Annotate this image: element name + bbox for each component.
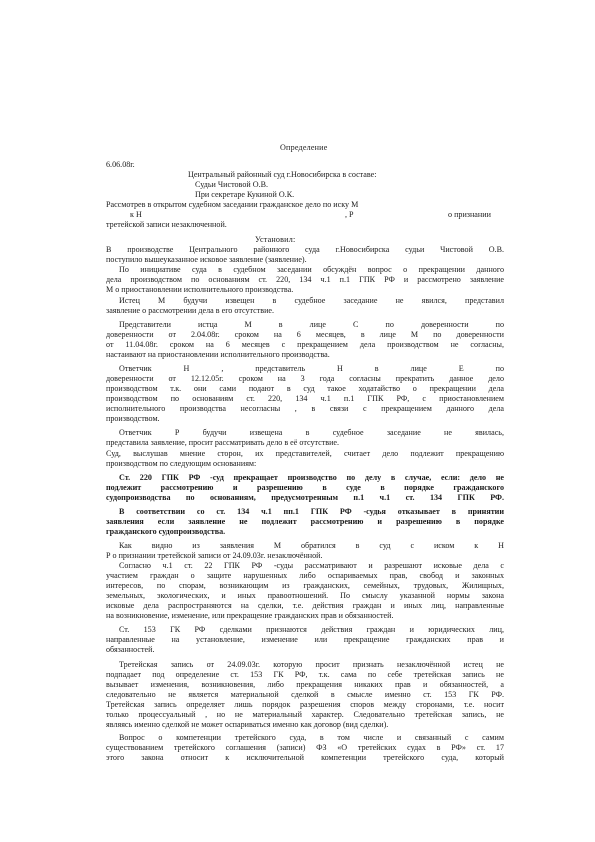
body-line: Ст. 220 ГПК РФ -суд прекращает производство по делу в случае, если: дело не <box>119 473 504 482</box>
court-line: Центральный районный суд г.Новосибирска в составе: <box>188 170 377 179</box>
body-line: заявление о рассмотрении дела в его отсутствие. <box>106 306 275 315</box>
body-line: Согласно ч.1 ст. 22 ГПК РФ -суды рассматривают и разрешают исковые дела с <box>119 561 504 570</box>
body-line: направленные на установление, изменение или прекращение гражданских прав и <box>106 635 504 644</box>
body-line: подлежит рассмотрению и разрешению в суде в порядке гражданского <box>106 483 504 492</box>
body-line: доверенности от 2.04.08г. сроком на 6 месяцев, в лице М по доверенности <box>106 330 504 339</box>
case-line-2a: к Н <box>130 210 142 219</box>
case-line-2c: о признании <box>448 210 491 219</box>
body-line: Ответчик Н , представитель Н в лице Е по <box>119 364 504 373</box>
body-line: от 11.04.08г. сроком на 6 месяцев с прекращением дела производством не согласны, <box>106 340 504 349</box>
body-line: производством. <box>106 414 160 423</box>
body-line: участием граждан о защите нарушенных либо оспариваемых прав, свобод и законных <box>106 571 504 580</box>
body-line: обязанностей. <box>106 645 155 654</box>
body-line: заявления если заявление не подлежит рассмотрению и разрешению в порядке <box>106 517 504 526</box>
body-line: Ответчик Р будучи извещена в судебное заседание не явилась, <box>119 428 504 437</box>
case-line-2b: , Р <box>345 210 354 219</box>
body-line: исполнительного производства несогласны , в связи с прекращением данного дела <box>106 404 504 413</box>
body-line: существованием третейского соглашения (записи) ФЗ «О третейских судах в РФ» ст. 17 <box>106 743 504 752</box>
body-line: М о приостановлении исполнительного производства. <box>106 285 294 294</box>
body-line: Истец М будучи извещен в судебное заседание не явился, представил <box>119 296 504 305</box>
case-line-3: третейской записи незаключенной. <box>106 220 227 229</box>
body-line: представила заявление, просит рассматривать дело в её отсутствие. <box>106 438 340 447</box>
case-line-1: Рассмотрев в открытом судебном заседании гражданское дело по иску М <box>106 200 359 209</box>
body-line: на возникновение, изменение, или прекращение гражданских прав и обязанностей. <box>106 611 394 620</box>
body-line: интересов, по спорам, возникающим из гражданских, семейных, трудовых, Жилищных, <box>106 581 504 590</box>
body-line: этого закона относит к исключительной компетенции третейского суда, который <box>106 753 504 762</box>
body-line: Суд, выслушав мнение сторон, их представителей, считает дело подлежит прекращению <box>106 449 504 458</box>
body-line: вызывает изменения, возникновения, либо прекращения никаких прав и обязанностей, а <box>106 680 504 689</box>
body-line: Р о признании третейской записи от 24.09.03г. незаключённой. <box>106 551 323 560</box>
body-line: Как видно из заявления М обратился в суд с иском к Н <box>119 541 504 550</box>
body-line: Вопрос о компетенции третейского суда, в том числе и связанный с самим <box>119 733 504 742</box>
body-line: производством по следующим основаниям: <box>106 459 257 468</box>
body-line: настаивают на приостановлении исполнительного производства. <box>106 350 330 359</box>
body-line: подпадает под определение ст. 153 ГК РФ, т.к. сама по себе третейская запись не <box>106 670 504 679</box>
body-line: Третейская запись от 24.09.03г. которую просит признать незаключённой истец не <box>119 660 504 669</box>
body-line: доверенности от 12.12.05г. сроком на 3 года согласны прекратить данное дело <box>106 374 504 383</box>
doc-title: Определение <box>280 143 328 152</box>
body-line: поступило вышеуказанное исковое заявление (заявление). <box>106 255 307 264</box>
body-line: гражданского судопроизводства. <box>106 527 226 536</box>
judge-line: Судьи Чистовой О.В. <box>195 180 269 189</box>
body-line: В соответствии со ст. 134 ч.1 пп.1 ГПК РФ -судья отказывает в принятии <box>119 507 504 516</box>
body-line: По инициативе суда в судебном заседании обсуждён вопрос о прекращении данного <box>119 265 504 274</box>
established-heading: Установил: <box>255 235 296 244</box>
body-line: Ст. 153 ГК РФ сделками признаются действия граждан и юридических лиц, <box>119 625 504 634</box>
body-line: исковые дела распространяются на сделки, т.е. действия граждан и иных лиц, направленные <box>106 601 504 610</box>
body-line: следовательно не является материальной сделкой в смысле именно ст. 153 ГК РФ. <box>106 690 504 699</box>
doc-date: 6.06.08г. <box>106 160 135 169</box>
body-line: дела производством по основаниям ст. 220, 134 ч.1 п.1 ГПК РФ и рассмотрено заявление <box>106 275 504 284</box>
body-line: являясь именно сделкой не может оспариваться именно как договор (вид сделки). <box>106 720 389 729</box>
body-line: только процессуальный , но не материальный характер. Следовательно третейская запись, не <box>106 710 504 719</box>
body-line: производством по основаниям ст. 220, 134 ч.1 п.1 ГПК РФ, с приостановлением <box>106 394 504 403</box>
body-line: судопроизводства по основаниям, предусмотренным п.1 ч.1 ст. 134 ГПК РФ. <box>106 493 504 502</box>
body-line: Третейская запись определяет лишь порядок разрешения споров между сторонами, т.е. носит <box>106 700 504 709</box>
body-line: земельных, экологических, и иных правоотношений. По смыслу указанной нормы закона <box>106 591 504 600</box>
body-line: Представители истца М в лице С по доверенности по <box>119 320 504 329</box>
body-line: В производстве Центрального районного суда г.Новосибирска судьи Чистовой О.В. <box>106 245 504 254</box>
body-line: производством т.к. они сами подают в суд такое ходатайство о прекращении дела <box>106 384 504 393</box>
secretary-line: При секретаре Кукиной О.К. <box>195 190 295 199</box>
